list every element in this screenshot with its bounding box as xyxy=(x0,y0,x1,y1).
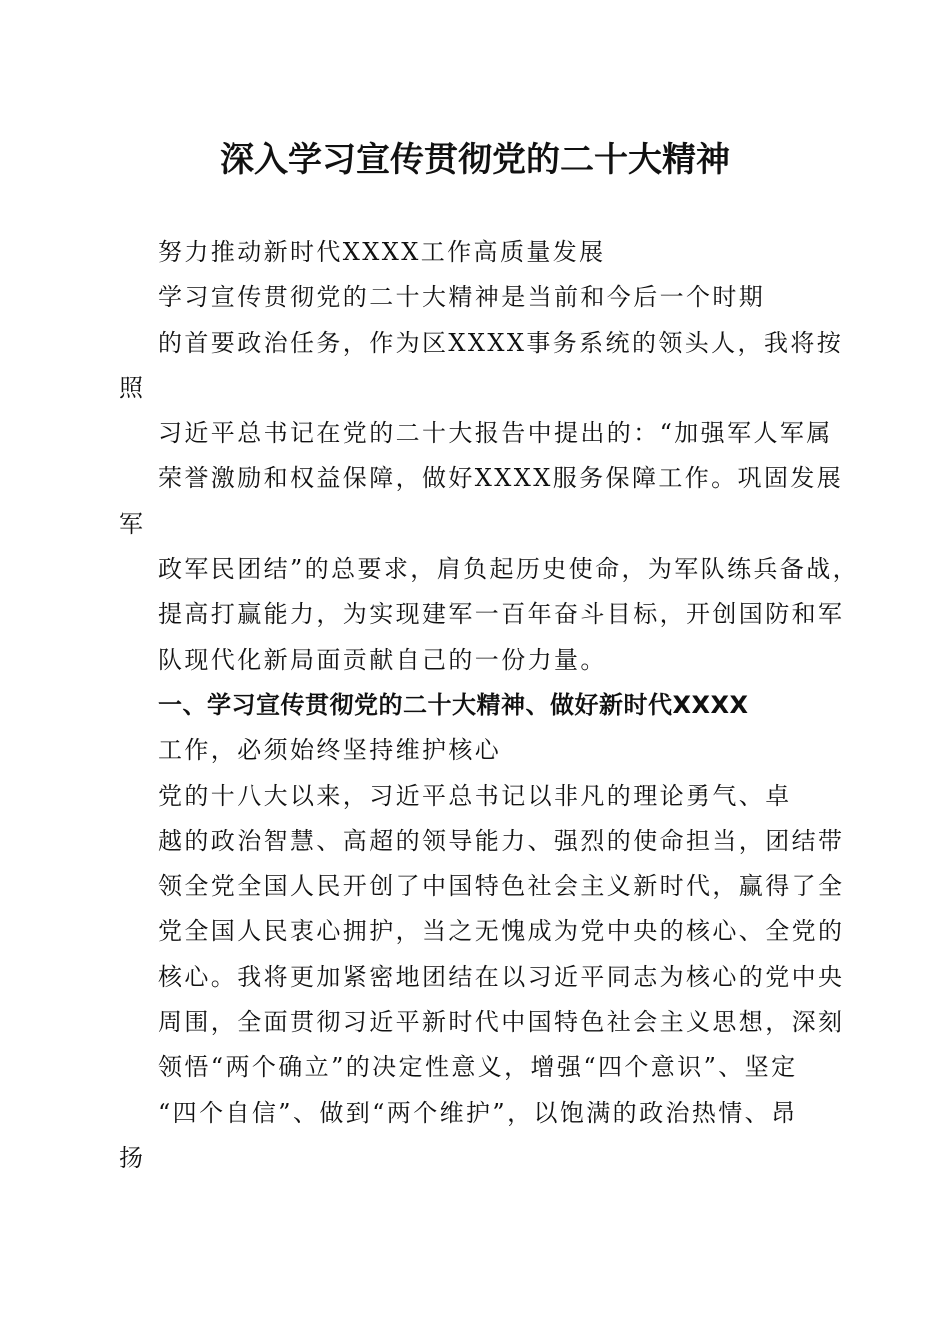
paragraph-line: 努力推动新时代XXXX工作高质量发展 xyxy=(158,238,606,266)
paragraph-line: “四个自信”、做到“两个维护”，以饱满的政治热情、昂 xyxy=(158,1098,798,1127)
paragraph-line: 扬 xyxy=(119,1143,146,1172)
paragraph-line: 荣誉激励和权益保障，做好XXXX服务保障工作。巩固发展 xyxy=(158,464,844,493)
paragraph-line: 周围，全面贯彻习近平新时代中国特色社会主义思想，深刻 xyxy=(158,1008,845,1037)
paragraph-line: 党全国人民衷心拥护，当之无愧成为党中央的核心、全党的 xyxy=(158,917,845,946)
section-heading: 一、学习宣传贯彻党的二十大精神、做好新时代XXXX xyxy=(158,690,749,719)
paragraph-line: 提高打赢能力，为实现建军一百年奋斗目标，开创国防和军 xyxy=(158,600,845,629)
paragraph-line: 党的十八大以来，习近平总书记以非凡的理论勇气、卓 xyxy=(158,781,792,810)
paragraph-line: 的首要政治任务，作为区XXXX事务系统的领头人，我将按 xyxy=(158,328,844,357)
paragraph-line: 政军民团结”的总要求，肩负起历史使命，为军队练兵备战， xyxy=(158,555,860,584)
paragraph-line: 学习宣传贯彻党的二十大精神是当前和今后一个时期 xyxy=(158,283,766,312)
document-body xyxy=(0,230,950,1181)
paragraph-line: 军 xyxy=(119,509,146,538)
paragraph-line: 领悟“两个确立”的决定性意义，增强“四个意识”、坚定 xyxy=(158,1053,798,1082)
paragraph-line: 队现代化新局面贡献自己的一份力量。 xyxy=(158,645,607,674)
paragraph-line: 领全党全国人民开创了中国特色社会主义新时代，赢得了全 xyxy=(158,872,845,901)
paragraph-line: 越的政治智慧、高超的领导能力、强烈的使命担当，团结带 xyxy=(158,826,845,855)
paragraph-line: 工作，必须始终坚持维护核心 xyxy=(158,736,502,765)
paragraph-line: 习近平总书记在党的二十大报告中提出的：“加强军人军属 xyxy=(158,419,833,448)
document-title: 深入学习宣传贯彻党的二十大精神 xyxy=(220,140,730,180)
paragraph-line: 核心。我将更加紧密地团结在以习近平同志为核心的党中央 xyxy=(158,962,845,991)
paragraph-line: 照 xyxy=(119,373,146,402)
